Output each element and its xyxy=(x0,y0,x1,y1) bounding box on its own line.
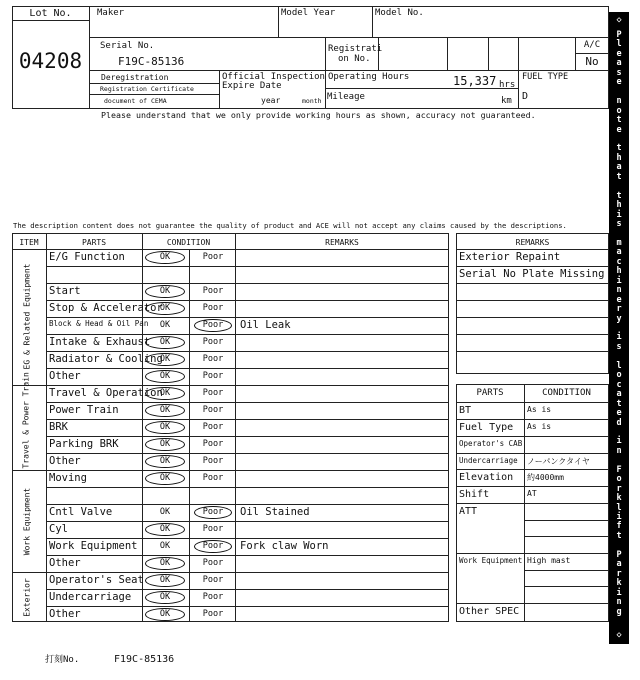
remark-text: Fork claw Worn xyxy=(240,540,329,552)
group-label-eg: EG & Related Equipment xyxy=(22,263,32,370)
group-label-exterior: Exterior xyxy=(22,578,32,617)
stamp-label: 打刻No. xyxy=(45,655,80,665)
part-name: Cntl Valve xyxy=(49,506,113,518)
location-notice-sidebar xyxy=(609,12,629,644)
sidebar-char: a xyxy=(616,162,622,173)
right-part-condition: ノーパンクタイヤ xyxy=(527,457,590,466)
poor-mark: Poor xyxy=(202,371,224,381)
right-part-condition: High mast xyxy=(527,556,571,565)
right-condition-header: CONDITION xyxy=(542,388,591,398)
right-part-name: Fuel Type xyxy=(459,422,514,433)
sidebar-bottom-symbol: ◇ xyxy=(616,630,622,640)
deregistration-label: Deregistration xyxy=(101,73,169,82)
part-name: Start xyxy=(49,285,81,297)
poor-mark: Poor xyxy=(202,558,224,568)
sidebar-char: n xyxy=(616,445,622,456)
sidebar-char: k xyxy=(616,493,622,504)
part-name: Other xyxy=(49,370,81,382)
poor-mark: Poor xyxy=(202,388,224,398)
sidebar-char: a xyxy=(616,389,622,400)
ok-mark: OK xyxy=(145,574,185,587)
sidebar-char: l xyxy=(616,502,622,513)
right-part-name: Work Equipment xyxy=(459,556,523,565)
hrs-unit: hrs xyxy=(499,80,516,90)
part-name: Intake & Exhaust xyxy=(49,336,151,348)
sidebar-char: n xyxy=(616,96,622,107)
part-name: Other xyxy=(49,557,81,569)
sidebar-char: a xyxy=(616,247,622,258)
ok-mark: OK xyxy=(145,404,185,417)
right-remarks-header: REMARKS xyxy=(515,238,550,247)
lot-number: 04208 xyxy=(18,49,83,73)
col-condition-header: CONDITION xyxy=(166,238,211,247)
serial-label: Serial No. xyxy=(100,41,155,51)
sidebar-char: n xyxy=(616,597,622,608)
poor-mark: Poor xyxy=(202,524,224,534)
sidebar-char: s xyxy=(616,219,622,230)
sidebar-char: t xyxy=(616,398,622,409)
part-name: Stop & Accelerator xyxy=(49,302,163,314)
month-label: month xyxy=(302,97,322,105)
sidebar-char: h xyxy=(616,152,622,163)
poor-mark: Poor xyxy=(202,286,224,296)
remark-text: Oil Stained xyxy=(240,506,310,518)
sidebar-char: i xyxy=(616,332,622,343)
part-name: Other xyxy=(49,608,81,620)
ok-mark: OK xyxy=(145,370,185,383)
part-name: Operator's Seat xyxy=(49,574,144,586)
model-year-label: Model Year xyxy=(281,8,336,18)
ok-mark: OK xyxy=(145,557,185,570)
sidebar-char: i xyxy=(616,436,622,447)
mileage-label: Mileage xyxy=(327,92,365,102)
sidebar-char: e xyxy=(616,48,622,59)
ok-mark: OK xyxy=(145,472,185,485)
maker-label: Maker xyxy=(97,8,125,18)
ok-mark: OK xyxy=(145,336,185,349)
cema-label: document of CEMA xyxy=(104,97,167,105)
km-unit: km xyxy=(501,96,512,106)
right-part-condition: As is xyxy=(527,405,552,414)
col-item-header: ITEM xyxy=(19,238,39,247)
sidebar-char: k xyxy=(616,578,622,589)
poor-mark: Poor xyxy=(202,252,224,262)
sidebar-char: s xyxy=(616,67,622,78)
registration-label-2: on No. xyxy=(338,54,371,64)
sidebar-char: a xyxy=(616,559,622,570)
right-remark-item: Exterior Repaint xyxy=(459,251,561,263)
poor-mark: Poor xyxy=(202,337,224,347)
sidebar-char: i xyxy=(616,209,622,220)
sidebar-char: e xyxy=(616,408,622,419)
ok-mark: OK xyxy=(145,591,185,604)
year-label: year xyxy=(261,96,281,105)
group-label-travel: Travel & Power Train xyxy=(21,372,31,469)
ok-mark: OK xyxy=(145,251,185,264)
sidebar-char: h xyxy=(616,266,622,277)
part-name: Other xyxy=(49,455,81,467)
sidebar-char: i xyxy=(616,587,622,598)
ok-mark: OK xyxy=(145,421,185,434)
inspection-label-2: Expire Date xyxy=(222,81,282,91)
part-name: Cyl xyxy=(49,523,68,535)
sidebar-char: o xyxy=(616,474,622,485)
poor-mark: Poor xyxy=(202,439,224,449)
sidebar-char: o xyxy=(616,105,622,116)
registration-label: Registrati xyxy=(328,44,383,54)
inspection-label: Official Inspection xyxy=(222,72,325,82)
disclaimer: The description content does not guarantee the quality of product and ACE will not accept any claims caused by the descriptions. xyxy=(13,221,567,230)
poor-mark: Poor xyxy=(202,575,224,585)
sidebar-char: P xyxy=(616,549,622,560)
sidebar-char: g xyxy=(616,606,622,617)
sidebar-char: t xyxy=(616,190,622,201)
right-part-name: BT xyxy=(459,405,472,416)
poor-mark: Poor xyxy=(202,303,224,313)
poor-mark: Poor xyxy=(194,319,232,332)
sidebar-char: F xyxy=(616,464,622,475)
ok-mark: OK xyxy=(145,302,185,315)
right-parts-header: PARTS xyxy=(476,388,504,398)
lot-label: Lot No. xyxy=(29,8,72,19)
poor-mark: Poor xyxy=(202,592,224,602)
right-part-condition: As is xyxy=(527,422,552,431)
ok-mark: OK xyxy=(159,541,171,551)
ok-mark: OK xyxy=(145,285,185,298)
sidebar-char: r xyxy=(616,483,622,494)
sidebar-char: P xyxy=(616,30,622,40)
sidebar-char: y xyxy=(616,313,622,324)
poor-mark: Poor xyxy=(202,456,224,466)
sidebar-char: d xyxy=(616,417,622,428)
poor-mark: Poor xyxy=(202,473,224,483)
right-part-name: Undercarriage xyxy=(459,456,518,465)
part-name: Parking BRK xyxy=(49,438,119,450)
poor-mark: Poor xyxy=(194,540,232,553)
sidebar-char: t xyxy=(616,530,622,541)
poor-mark: Poor xyxy=(194,506,232,519)
part-name: E/G Function xyxy=(49,251,125,263)
right-remark-item: Serial No Plate Missing xyxy=(459,268,605,280)
sidebar-char: r xyxy=(616,568,622,579)
sidebar-char: i xyxy=(616,512,622,523)
sidebar-char: o xyxy=(616,370,622,381)
sidebar-char: n xyxy=(616,285,622,296)
hours-notice: Please understand that we only provide working hours as shown, accuracy not guaranteed. xyxy=(101,110,536,120)
part-name: Moving xyxy=(49,472,87,484)
part-name: Undercarriage xyxy=(49,591,132,603)
fuel-type-label: FUEL TYPE xyxy=(522,72,569,82)
poor-mark: Poor xyxy=(202,354,224,364)
right-part-name: Operator's CAB xyxy=(459,439,523,448)
ok-mark: OK xyxy=(145,387,185,400)
sidebar-char: c xyxy=(616,379,622,390)
sidebar-top-symbol: ◇ xyxy=(616,15,622,25)
sidebar-char: e xyxy=(616,77,622,88)
right-part-name: Other SPEC xyxy=(459,606,520,617)
sidebar-char: t xyxy=(616,171,622,182)
part-name: Radiator & Cooling xyxy=(49,353,163,365)
sidebar-char: i xyxy=(616,275,622,286)
part-name: Block & Head & Oil Pan xyxy=(49,319,149,328)
right-part-name: ATT xyxy=(459,506,478,517)
part-name: Power Train xyxy=(49,404,119,416)
sidebar-char: m xyxy=(616,237,622,248)
sidebar-char: f xyxy=(616,521,622,532)
operating-hours-label: Operating Hours xyxy=(328,72,410,82)
fuel-type-value: D xyxy=(522,91,529,102)
sidebar-char: h xyxy=(616,200,622,211)
ok-mark: OK xyxy=(159,320,171,330)
registration-certificate-label: Registration Certificate xyxy=(100,85,194,93)
sidebar-char: a xyxy=(616,58,622,69)
ok-mark: OK xyxy=(159,507,171,517)
right-part-condition: 約4000mm xyxy=(527,473,564,482)
ac-label: A/C xyxy=(583,40,601,50)
right-part-name: Elevation xyxy=(459,472,514,483)
sidebar-char: l xyxy=(616,360,622,371)
sidebar-char: l xyxy=(616,39,622,50)
part-name: BRK xyxy=(49,421,68,433)
poor-mark: Poor xyxy=(202,405,224,415)
sidebar-char: e xyxy=(616,124,622,135)
ok-mark: OK xyxy=(145,608,185,621)
sidebar-char: t xyxy=(616,143,622,154)
poor-mark: Poor xyxy=(202,422,224,432)
sidebar-char: c xyxy=(616,256,622,267)
operating-hours-value: 15,337 xyxy=(453,74,497,88)
remark-text: Oil Leak xyxy=(240,319,291,331)
stamp-value: F19C-85136 xyxy=(114,654,175,665)
col-remarks-header: REMARKS xyxy=(325,238,359,247)
right-part-condition: AT xyxy=(527,489,537,498)
sidebar-char: e xyxy=(616,294,622,305)
right-part-name: Shift xyxy=(459,489,490,500)
group-label-work: Work Equipment xyxy=(22,487,32,556)
sidebar-char: t xyxy=(616,115,622,126)
ok-mark: OK xyxy=(145,455,185,468)
ok-mark: OK xyxy=(145,438,185,451)
part-name: Work Equipment xyxy=(49,540,138,552)
model-no-label: Model No. xyxy=(375,8,424,18)
col-parts-header: PARTS xyxy=(81,238,107,247)
part-name: Travel & Operation xyxy=(49,387,163,399)
ac-value: No xyxy=(585,55,599,68)
sidebar-char: s xyxy=(616,341,622,352)
sidebar-char: r xyxy=(616,304,622,315)
poor-mark: Poor xyxy=(202,609,224,619)
serial-value: F19C-85136 xyxy=(118,55,185,68)
ok-mark: OK xyxy=(145,353,185,366)
ok-mark: OK xyxy=(145,523,185,536)
